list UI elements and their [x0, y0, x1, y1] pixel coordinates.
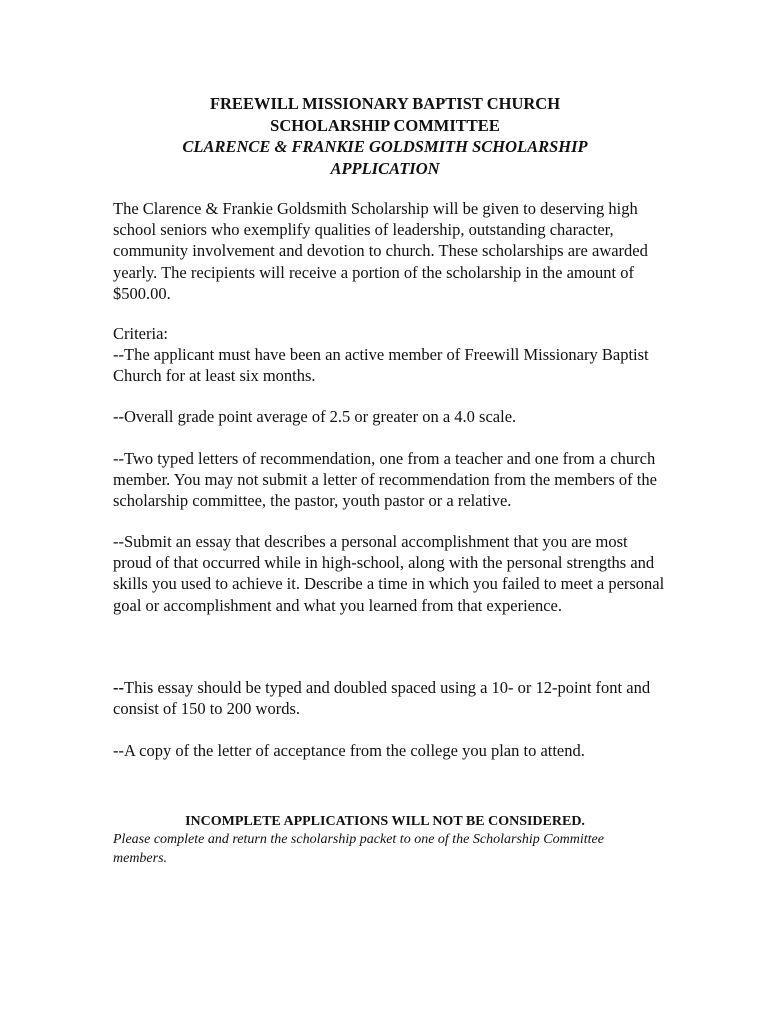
criterion-essay: --Submit an essay that describes a personal accomplishment that you are most proud of that occurred while in high-school, along with the personal strengths and skills you used to achieve it. Describe a time in which you failed to meet a personal goal or accomplishment and what you learned from that experience.: [113, 532, 665, 615]
essay-format-text: This essay should be typed and doubled spaced using a 10- or 12-point font and consist of 150 to 200 words.: [113, 678, 651, 719]
scholarship-title: CLARENCE & FRANKIE GOLDSMITH SCHOLARSHIP: [182, 137, 588, 156]
committee-name: SCHOLARSHIP COMMITTEE: [270, 115, 500, 135]
application-label: APPLICATION: [330, 158, 440, 178]
criterion-gpa: --Overall grade point average of 2.5 or greater on a 4.0 scale.: [113, 407, 517, 426]
church-name: FREEWILL MISSIONARY BAPTIST CHURCH: [209, 94, 561, 113]
criterion-membership: --The applicant must have been an active member of Freewill Missionary Baptist Church for at least six months.: [113, 345, 649, 386]
criterion-acceptance-letter: --A copy of the letter of acceptance from the college you plan to attend.: [113, 741, 585, 760]
criterion-letters: --Two typed letters of recommendation, one from a teacher and one from a church member. You may not submit a letter of recommendation from the members of the scholarship committee, the pastor, youth pastor or a relative.: [113, 449, 657, 511]
return-instructions: Please complete and return the scholarship packet to one of the Scholarship Committee members.: [113, 832, 604, 866]
intro-paragraph: The Clarence & Frankie Goldsmith Scholarship will be given to deserving high school seniors who exemplify qualities of leadership, outstanding character, community involvement and devotion to church. These scholarships are awarded yearly. The recipients will receive a portion of the scholarship in the amount of $500.00.: [113, 199, 648, 303]
incomplete-notice: INCOMPLETE APPLICATIONS WILL NOT BE CONSIDERED.: [185, 814, 585, 829]
criterion-essay-format: [113, 677, 668, 719]
criteria-heading: Criteria:: [113, 324, 168, 343]
document-header: [0, 93, 770, 179]
bold-dash: --: [113, 678, 124, 697]
